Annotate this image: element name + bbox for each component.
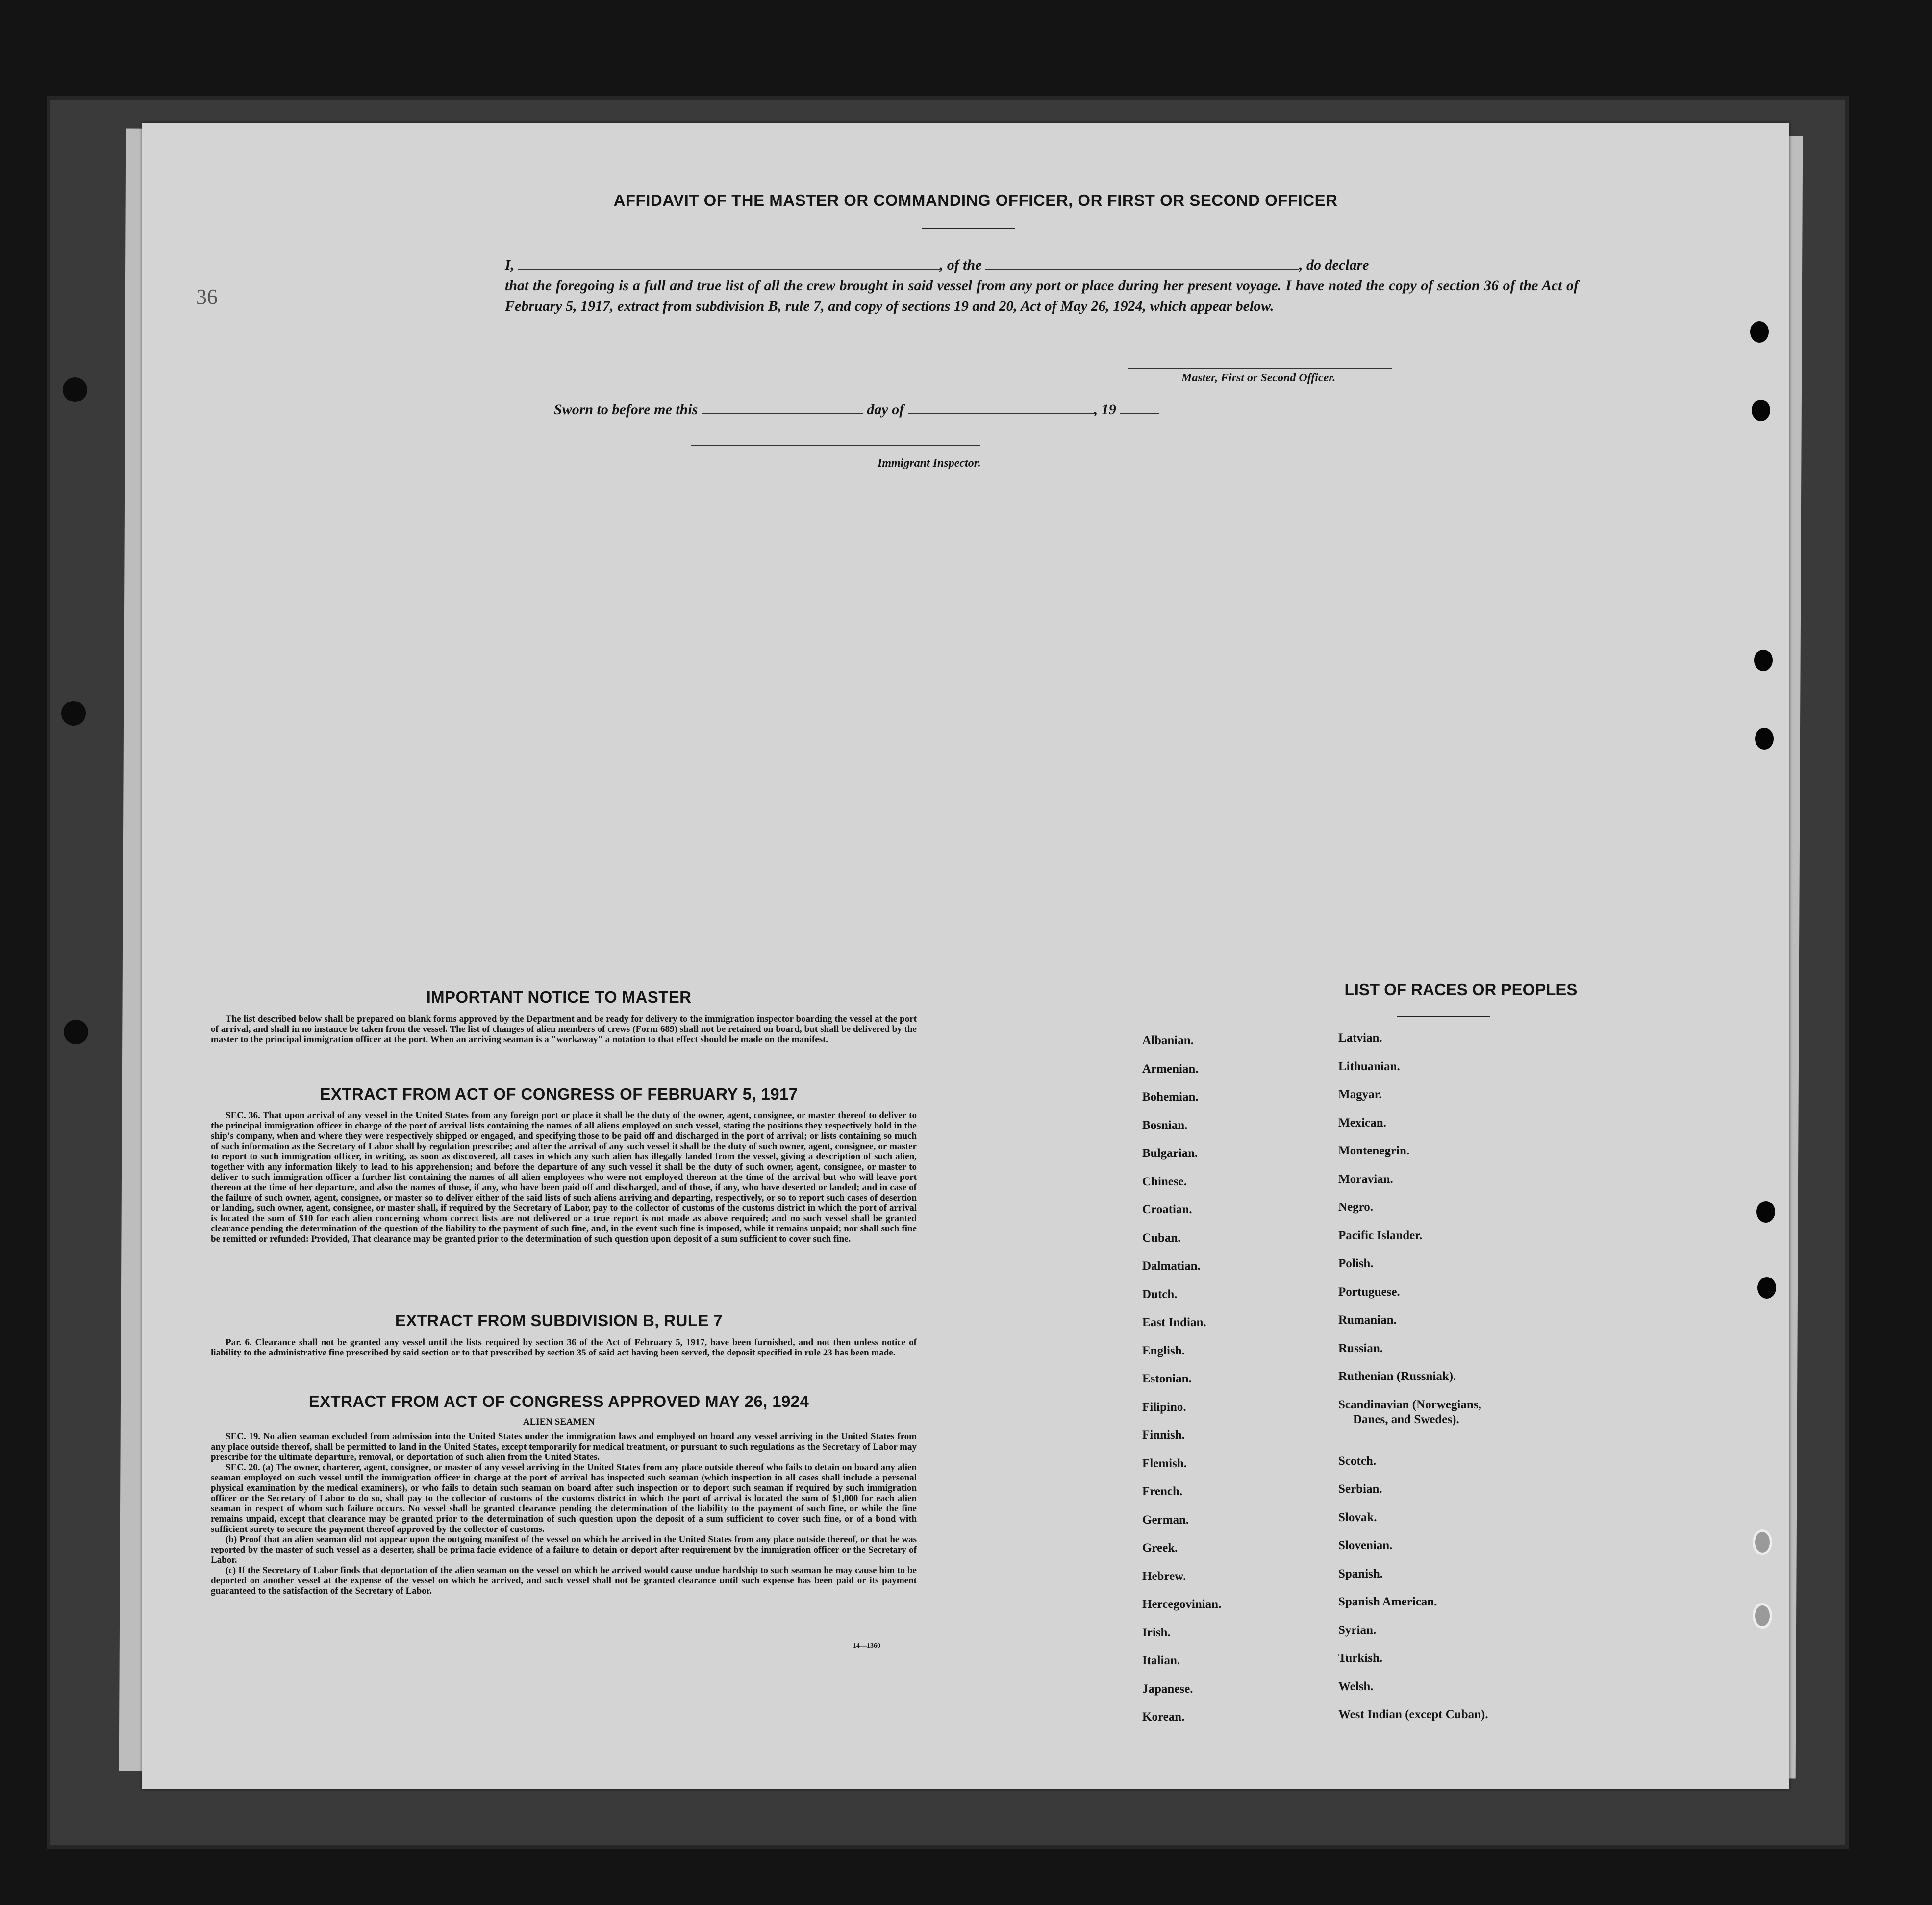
race-item: Welsh. bbox=[1338, 1679, 1374, 1693]
race-item: Scotch. bbox=[1338, 1454, 1377, 1468]
notice-paragraph: The list described below shall be prepared on blank forms approved by the Department and be ready for delivery to the immigration inspector boarding the vessel at the port of arrival, and shall in no instance be taken from the vessel. The list of changes of alien members of crews (Form 689) shall not be retained on board, but shall be delivered by the master to the principal immigration officer at the port. When an arriving seaman is a "workaway" a notation to that effect should be made on the manifest. bbox=[211, 1014, 917, 1045]
race-item: Albanian. bbox=[1142, 1034, 1194, 1047]
race-item: Estonian. bbox=[1142, 1372, 1192, 1385]
race-item: Magyar. bbox=[1338, 1088, 1382, 1101]
margin-number: 36 bbox=[196, 285, 218, 309]
race-item: Rumanian. bbox=[1338, 1313, 1397, 1327]
race-item: Bosnian. bbox=[1142, 1118, 1188, 1132]
race-item: Italian. bbox=[1142, 1654, 1180, 1667]
sec36-paragraph: SEC. 36. That upon arrival of any vessel in the United States from any foreign port or place it shall be the duty of the owner, agent, consignee, or master thereof to deliver to the principal immigration officer in charge of the port of arrival lists containing the names of all aliens employed on such vessel, stating the positions they respectively hold in the ship's company, when and where they were respectively shipped or engaged, and specifying those to be paid off and discharged in the port of arrival; or lists containing so much of such information as the Secretary of Labor shall by regulation prescribe; and after the arrival of any such vessel it shall be the duty of such owner, agent, consignee, or master to report to such immigration officer, in writing, as soon as discovered, all cases in which any such alien has illegally landed from the vessel, giving a description of such alien, together with any information likely to lead to his apprehension; and before the departure of any such vessel it shall be the duty of such owner, agent, consignee, or master to deliver to such immigration officer a further list containing the names of all alien employees who were not employed thereon at the time of the arrival but who will leave port thereon at the time of her departure, and also the names of those, if any, who have been paid off and discharged, and of those, if any, who have deserted or landed; and in case of the failure of such owner, agent, consignee, or master so to deliver either of the said lists of such aliens arriving and departing, respectively, or so to report such cases of desertion or landing, such owner, agent, consignee, or master shall, if required by the Secretary of Labor, pay to the collector of customs of the customs district in which the port of arrival is located the sum of $10 for each alien concerning whom correct lists are not delivered or a true report is not made as above required; and no such vessel shall be granted clearance pending the determination of the question of the liability to the payment of such fine, and, in the event such fine is imposed, while it remains unpaid; nor shall such fine be remitted or refunded: Provided, That clearance may be granted prior to the determination of such question upon deposit of a sum sufficient to cover such fine. bbox=[211, 1110, 917, 1244]
master-signature-line[interactable] bbox=[1128, 368, 1392, 369]
race-item: English. bbox=[1142, 1344, 1185, 1357]
rule7-text bbox=[211, 1337, 917, 1358]
form-number: 14—1360 bbox=[853, 1642, 880, 1650]
race-item: Greek. bbox=[1142, 1541, 1178, 1554]
year-label: , 19 bbox=[1094, 401, 1116, 418]
race-item: Turkish. bbox=[1338, 1652, 1383, 1665]
master-name-field[interactable] bbox=[518, 255, 940, 270]
race-item: Serbian. bbox=[1338, 1482, 1382, 1496]
races-left-column bbox=[1142, 1033, 1304, 1738]
race-item: Spanish. bbox=[1338, 1567, 1383, 1580]
race-item: Slovak. bbox=[1338, 1510, 1377, 1524]
notice-heading: IMPORTANT NOTICE TO MASTER bbox=[426, 988, 692, 1006]
race-item: Filipino. bbox=[1142, 1400, 1186, 1414]
race-item: German. bbox=[1142, 1513, 1189, 1527]
binder-hole-icon bbox=[61, 701, 86, 726]
race-item: Ruthenian (Russniak). bbox=[1338, 1370, 1456, 1383]
race-item: Bohemian. bbox=[1142, 1090, 1199, 1103]
punch-hole-icon bbox=[1753, 1529, 1772, 1555]
race-item: Hebrew. bbox=[1142, 1569, 1186, 1583]
races-right-column bbox=[1338, 1031, 1544, 1736]
extract-1924-text bbox=[211, 1431, 917, 1596]
race-item: Montenegrin. bbox=[1338, 1144, 1410, 1157]
punch-hole-icon bbox=[1752, 400, 1770, 421]
sworn-statement bbox=[554, 400, 1338, 420]
sec20c-paragraph: (c) If the Secretary of Labor finds that deportation of the alien seaman on the vessel on which he arrived would cause undue hardship to such seaman he may cause him to be deported on another vessel at the expense of the vessel on which he arrived, and such vessel shall not be granted clearance until such expense has been paid or its payment guaranteed to the satisfaction of the Secretary of Labor. bbox=[211, 1565, 917, 1596]
race-item: Finnish. bbox=[1142, 1429, 1185, 1442]
race-item: Russian. bbox=[1338, 1341, 1383, 1355]
notice-text bbox=[211, 1014, 917, 1045]
race-item: Latvian. bbox=[1338, 1031, 1382, 1045]
affidavit-of-the-label: , of the bbox=[939, 257, 982, 273]
inspector-caption: Immigrant Inspector. bbox=[878, 457, 981, 470]
extract-1917-heading: EXTRACT FROM ACT OF CONGRESS OF FEBRUARY 5, 1917 bbox=[320, 1085, 798, 1103]
race-item: Cuban. bbox=[1142, 1231, 1181, 1245]
race-item: Portuguese. bbox=[1338, 1285, 1400, 1299]
extract-1917-text bbox=[211, 1110, 917, 1244]
punch-hole-icon bbox=[1753, 1603, 1772, 1629]
race-item: Korean. bbox=[1142, 1710, 1185, 1724]
inspector-signature-line[interactable] bbox=[691, 445, 980, 446]
title-underline bbox=[922, 228, 1015, 229]
rule7-heading: EXTRACT FROM SUBDIVISION B, RULE 7 bbox=[395, 1311, 723, 1329]
master-caption: Master, First or Second Officer. bbox=[1181, 372, 1336, 384]
extract-1924-heading: EXTRACT FROM ACT OF CONGRESS APPROVED MAY 26, 1924 bbox=[308, 1392, 809, 1410]
race-item: Lithuanian. bbox=[1338, 1059, 1400, 1073]
race-item: Dutch. bbox=[1142, 1287, 1178, 1301]
affidavit-body: that the foregoing is a full and true list of all the crew brought in said vessel from any port or place during her present voyage. I have noted the copy of section 36 of the Act of February 5, 1917, extract from subdivision B, rule 7, and copy of sections 19 and 20, Act of May 26, 1924, which appear below. bbox=[505, 277, 1579, 314]
race-item: Japanese. bbox=[1142, 1682, 1193, 1696]
sec19-paragraph: SEC. 19. No alien seaman excluded from admission into the United States under the immigration laws and employed on board any vessel arriving in the United States from any place outside thereof, shall be permitted to land in the United States, except temporarily for medical treatment, or pursuant to such regulations as the Secretary of Labor may prescribe for the ultimate departure, removal, or deportation of such alien from the United States. bbox=[211, 1431, 917, 1462]
race-item: West Indian (except Cuban). bbox=[1338, 1708, 1488, 1721]
affidavit-do-declare-label: , do declare bbox=[1299, 257, 1369, 273]
race-item: Dalmatian. bbox=[1142, 1259, 1201, 1273]
race-item: Pacific Islander. bbox=[1338, 1228, 1423, 1242]
affidavit-statement bbox=[505, 255, 1579, 317]
race-item: Spanish American. bbox=[1338, 1595, 1437, 1608]
day-of-label: day of bbox=[867, 401, 904, 418]
punch-hole-icon bbox=[1755, 728, 1774, 750]
race-item: French. bbox=[1142, 1485, 1183, 1498]
race-item: Bulgarian. bbox=[1142, 1147, 1198, 1160]
races-title: LIST OF RACES OR PEOPLES bbox=[1344, 980, 1578, 999]
race-item: Chinese. bbox=[1142, 1175, 1187, 1188]
binder-hole-icon bbox=[64, 1020, 88, 1044]
alien-seamen-subheading: ALIEN SEAMEN bbox=[523, 1417, 595, 1427]
punch-hole-icon bbox=[1757, 1277, 1776, 1299]
affidavit-i-label: I, bbox=[505, 257, 515, 273]
binder-hole-icon bbox=[63, 377, 87, 402]
race-item: Scandinavian (Norwegians, bbox=[1338, 1398, 1481, 1411]
sworn-year-field[interactable] bbox=[1120, 400, 1159, 414]
sec20b-paragraph: (b) Proof that an alien seaman did not appear upon the outgoing manifest of the vessel on which he arrived in the United States from any place outside thereof, or that he was reported by the master of such vessel as a deserter, shall be prima facie evidence of a failure to detain or deport after requirement by the immigration officer or the Secretary of Labor. bbox=[211, 1534, 917, 1565]
race-item: Moravian. bbox=[1338, 1172, 1393, 1186]
race-item: Hercegovinian. bbox=[1142, 1598, 1222, 1611]
race-item: Negro. bbox=[1338, 1201, 1374, 1214]
sworn-day-field[interactable] bbox=[702, 400, 863, 414]
race-item: Polish. bbox=[1338, 1257, 1374, 1270]
race-item: Irish. bbox=[1142, 1626, 1171, 1639]
race-item: Slovenian. bbox=[1338, 1539, 1393, 1552]
race-item: Syrian. bbox=[1338, 1623, 1377, 1637]
race-item: Danes, and Swedes). bbox=[1353, 1412, 1459, 1426]
sworn-label: Sworn to before me this bbox=[554, 401, 698, 418]
race-item: East Indian. bbox=[1142, 1316, 1206, 1329]
race-item: Mexican. bbox=[1338, 1116, 1386, 1129]
race-item: Armenian. bbox=[1142, 1062, 1199, 1076]
sec20a-paragraph: SEC. 20. (a) The owner, charterer, agent, consignee, or master of any vessel arriving in the United States from any place outside thereof who fails to detain on board any alien seaman employed on such vessel until the immigration officer in charge at the port of arrival has inspected such seaman (which inspection in all cases shall include a personal physical examination by the medical examiners), or who fails to detain such seaman on board after such inspection or to deport such seaman if required by such immigration officer or the Secretary of Labor to do so, shall pay to the collector of customs of the customs district in which the port of arrival is located the sum of $1,000 for each alien seaman in respect of whom such failure occurs. No vessel shall be granted clearance pending the determination of the liability to the payment of such fine, or while the fine remains unpaid, except that clearance may be granted prior to the determination of such question upon the deposit of a sum sufficient to cover such fine, or of a bond with sufficient surety to secure the payment thereof approved by the collector of customs. bbox=[211, 1462, 917, 1534]
race-item: Flemish. bbox=[1142, 1456, 1187, 1470]
punch-hole-icon bbox=[1754, 650, 1773, 671]
rule7-paragraph: Par. 6. Clearance shall not be granted any vessel until the lists required by section 36 of the Act of February 5, 1917, have been furnished, and not then unless notice of liability to the administrative fine prescribed by said section or to that prescribed by section 35 of said act having been served, the deposit specified in rule 23 has been made. bbox=[211, 1337, 917, 1358]
sworn-month-field[interactable] bbox=[908, 400, 1094, 414]
punch-hole-icon bbox=[1750, 321, 1769, 343]
vessel-name-field[interactable] bbox=[985, 255, 1299, 270]
affidavit-title: AFFIDAVIT OF THE MASTER OR COMMANDING OFFICER, OR FIRST OR SECOND OFFICER bbox=[613, 191, 1338, 209]
punch-hole-icon bbox=[1756, 1201, 1775, 1223]
races-title-underline bbox=[1397, 1016, 1490, 1017]
affidavit-page bbox=[142, 123, 1789, 1789]
race-item: Croatian. bbox=[1142, 1203, 1192, 1216]
